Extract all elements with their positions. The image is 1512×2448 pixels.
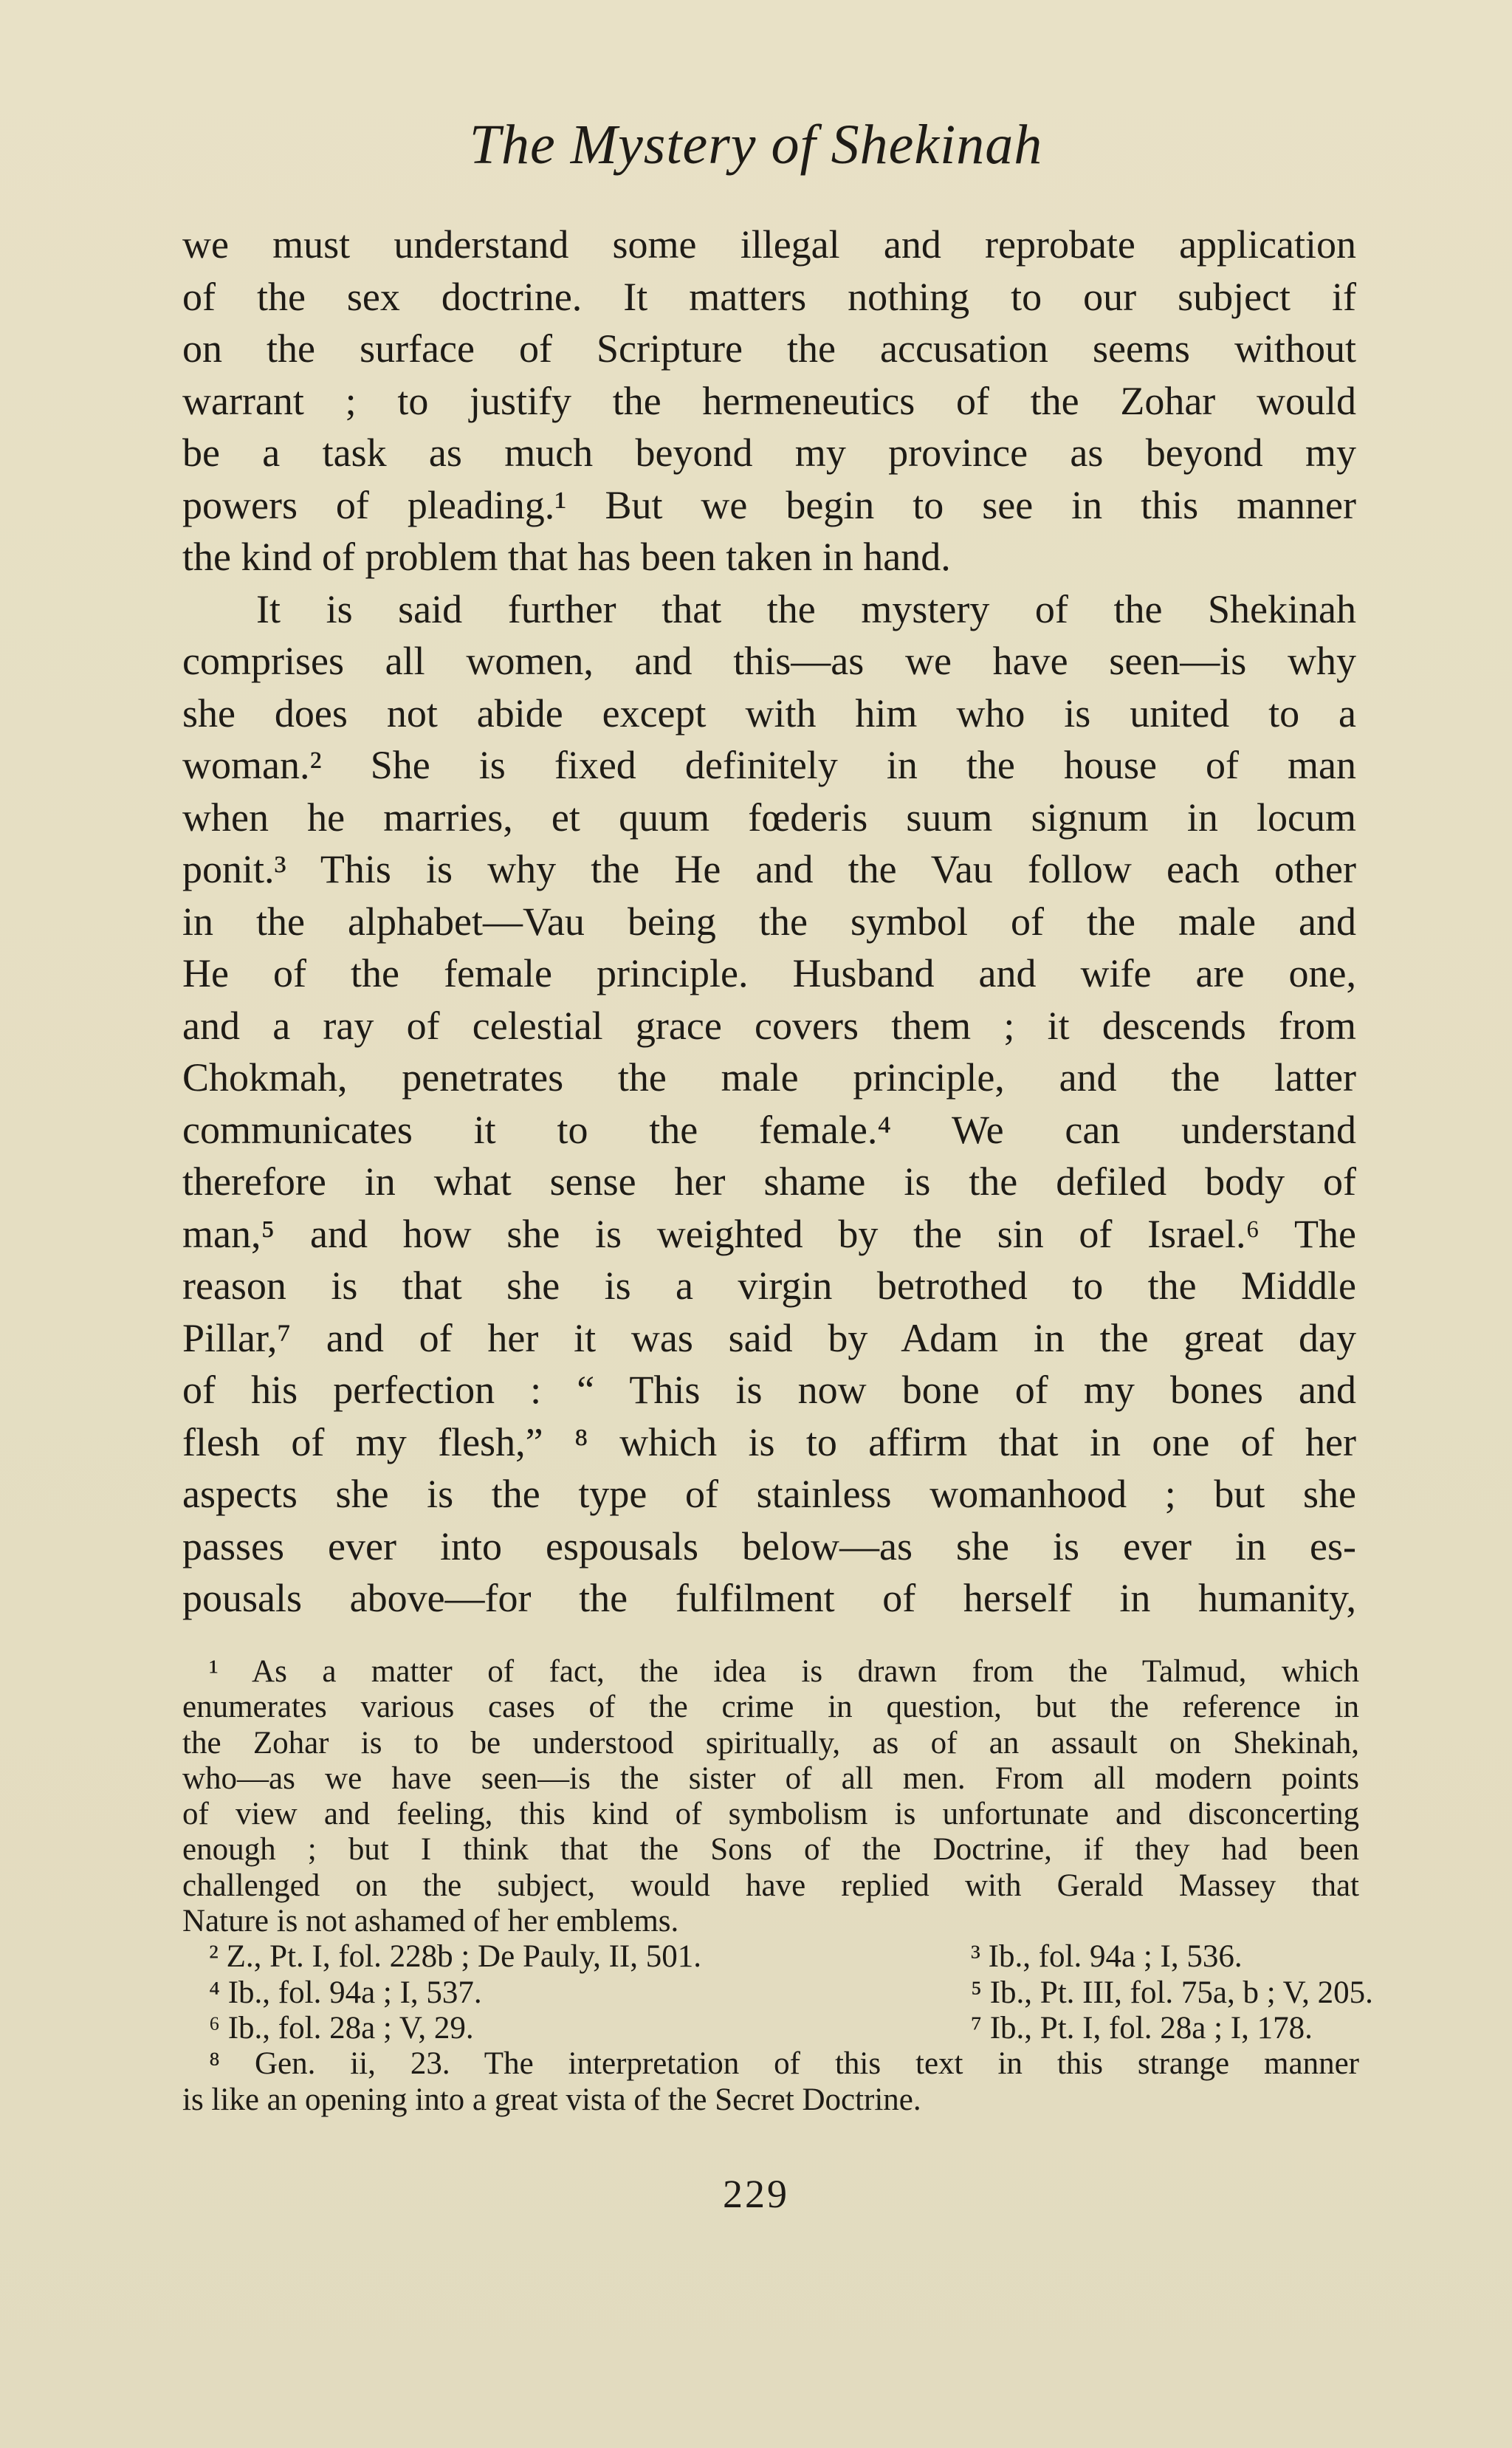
body-line: when he marries, et quum fœderis suum signum in locum [182,795,1356,840]
footnote-1-line: enough ; but I think that the Sons of the Doctrine, if they had been [182,1832,1359,1868]
footnote-1-line: the Zohar is to be understood spiritually, as of an assault on Shekinah, [182,1725,1359,1760]
body-line: comprises all women, and this—as we have seen—is why [182,639,1356,683]
body-line: reason is that she is a virgin betrothed to the Middle [182,1264,1356,1308]
body-line: flesh of my flesh,” ⁸ which is to affirm that in one of her [182,1419,1356,1464]
body-line: man,⁵ and how she is weighted by the sin of Israel.⁶ The [182,1211,1356,1256]
body-line: passes ever into espousals below—as she is ever in es- [182,1523,1356,1568]
body-text [182,219,1356,1625]
body-line: woman.² She is fixed definitely in the house of man [182,743,1356,787]
body-line: therefore in what sense her shame is the defiled body of [182,1159,1356,1204]
body-line: Chokmah, penetrates the male principle, and the latter [182,1055,1356,1100]
footnotes [182,1654,1373,2118]
body-line: Pillar,⁷ and of her it was said by Adam in the great day [182,1315,1356,1360]
running-head: The Mystery of Shekinah [469,114,1043,176]
footnote-5: ⁵ Ib., Pt. III, fol. 75a, b ; V, 205. [971,1975,1373,2010]
body-line: pousals above—for the fulfilment of herself in humanity, [182,1576,1356,1620]
body-line: communicates it to the female.⁴ We can understand [182,1107,1356,1152]
footnote-1-line: of view and feeling, this kind of symbolism is unfortunate and disconcerting [182,1797,1359,1832]
footnote-ref-row [182,2011,1359,2046]
footnote-1-line: challenged on the subject, would have replied with Gerald Massey that [182,1868,1359,1903]
body-line: ponit.³ This is why the He and the Vau follow each other [182,847,1356,891]
body-line: aspects she is the type of stainless womanhood ; but she [182,1472,1356,1516]
footnote-2: ² Z., Pt. I, fol. 228b ; De Pauly, II, 501. [209,1939,701,1975]
body-line: we must understand some illegal and reprobate application [182,222,1356,267]
body-line: the kind of problem that has been taken in hand. [182,535,951,579]
body-line: on the surface of Scripture the accusation seems without [182,326,1356,371]
footnote-3: ³ Ib., fol. 94a ; I, 536. [971,1939,1243,1975]
footnote-7: ⁷ Ib., Pt. I, fol. 28a ; I, 178. [971,2010,1313,2046]
footnote-1-line: Nature is not ashamed of her emblems. [182,1904,679,1939]
footnote-ref-row [182,1975,1373,2011]
footnote-6: ⁶ Ib., fol. 28a ; V, 29. [209,2010,474,2046]
body-line: be a task as much beyond my province as beyond my [182,431,1356,475]
page-number: 229 [723,2172,789,2216]
body-line: she does not abide except with him who is united to a [182,690,1356,736]
footnote-1-line: enumerates various cases of the crime in question, but the reference in [182,1690,1359,1725]
body-line: warrant ; to justify the hermeneutics of the Zohar would [182,378,1356,423]
body-line: of his perfection : “ This is now bone of my bones and [182,1368,1356,1412]
body-line: It is said further that the mystery of the Shekinah [256,586,1356,631]
body-line: and a ray of celestial grace covers them ; it descends from [182,1003,1356,1048]
body-line: of the sex doctrine. It matters nothing to our subject if [182,274,1356,319]
footnote-4: ⁴ Ib., fol. 94a ; I, 537. [209,1975,482,2010]
body-line: He of the female principle. Husband and wife are one, [182,951,1356,995]
footnote-8-line: is like an opening into a great vista of the Secret Doctrine. [182,2082,921,2117]
footnote-ref-row [182,1939,1359,1975]
footnote-1-line: who—as we have seen—is the sister of all men. From all modern points [182,1760,1359,1796]
body-line: in the alphabet—Vau being the symbol of the male and [182,899,1356,944]
footnote-8-line: ⁸ Gen. ii, 23. The interpretation of this text in this strange manner [209,2046,1359,2082]
body-line: powers of pleading.¹ But we begin to see in this manner [182,482,1356,527]
footnote-1-line: ¹ As a matter of fact, the idea is drawn from the Talmud, which [209,1654,1359,1689]
